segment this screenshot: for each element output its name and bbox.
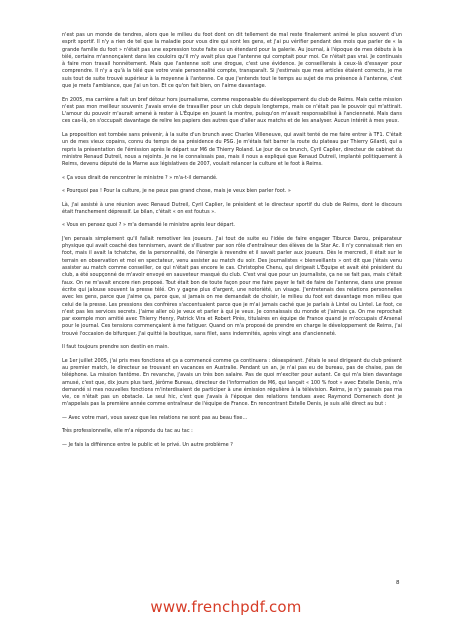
footer-website-link[interactable]: www.frenchpdf.com [150, 598, 302, 616]
paragraph: J'en pensais simplement qu'il fallait remotiver les joueurs. J'ai tout de suite eu l'idée de faire engager Tiburce Darou, préparateur physique qui avait coaché des tennismen, avant de s'illustrer par son rôle d'entraîneur des élèves de la Star Ac. Il n'y connaissait rien en foot, mais il avait la tchatche, de la personnalité, de l'énergie à revendre et il savait parler aux joueurs. Dès le mercredi, il était sur le terrain en observation et moi en spectateur, venu assister au match du soir. Des journalistes « bienveillants » ont dit que j'étais venu assister au match comme conseiller, ce qui n'était pas encore le cas. Christophe Chenu, qui dirigeait L'Équipe et avait été président du club, a été soupçonné de m'avoir envoyé en sauveteur masqué du club. C'est vrai que pour un journaliste, ça ne se fait pas, mais c'était faux. On ne m'avait encore rien proposé. Tout était bon de toute façon pour me faire payer le fait de faire de l'antenne, dans une presse écrite qui jalouse souvent la presse télé. On y gagne plus d'argent, une notoriété, un visage. J'entretenais des relations personnelles avec les gens, parce que j'aime ça, parce que, si jamais on me demandait de choisir, le milieu du foot est davantage mon milieu que celui de la presse. Les pressions des confrères s'accentuaient parce que je m'ai jamais caché que je parlais à Lintel ou Lintel. Le foot, ce n'est pas les services secrets. J'aime aller où je veux et parler à qui je veux. Je connaissais du monde et j'aimais ça. On me reprochait par exemple mon amitié avec Thierry Henry, Patrick Vira et Robert Pirès, titulaires en équipe de France quand je m'occupais d'Arsenal pour le journal. Ces tensions commençaient à me fatiguer. Quand on m'a proposé de prendre en charge le développement de Reims, j'ai trouvé l'occasion de bifurquer. J'ai quitté la boutique, sans filet, sans indemnités, après vingt ans d'ancienneté. [62, 235, 402, 337]
page-body [62, 32, 402, 455]
paragraph: « Pourquoi pas ! Pour la culture, je ne peux pas grand chose, mais je veux bien parler foot. » [62, 188, 291, 195]
paragraph: Il faut toujours prendre son destin en main. [62, 344, 170, 351]
paragraph: n'est pas un monde de tendres, alors que le milieu du foot dont on dit tellement de mal reste finalement animé le plus souvent d'un esprit sportif. Il n'y a rien de tel que la maladie pour vous dire qui sont les gens, et j'ai pu vérifier pendant des mois que parler de « la grande famille du foot » n'était pas une expression toute faite ou un étendard pour la galerie. Au journal, à l'époque de mes débuts à la télé, certains m'annonçaient dans les couloirs qu'il m'y avait plus que l'antenne qui comptait pour moi. Ce n'était pas vrai. Je continuais à faire mon travail honnêtement. Mais que l'antenne soit une drogue, c'est une évidence. Je conseillerais à ceux-là d'essayer pour comprendre. Il n'y a qu'à la télé que votre vraie personnalité compte, transparaît. Si j'estimais que mes articles étaient corrects, je me suis tout de suite trouvé supérieur à la moyenne à l'antenne. Ce que j'entends tout le temps au sujet de ma présence à l'antenne, c'est que je mets l'ambiance, que j'ai un ton. Et ce qu'on fait bien, on l'aime davantage. [62, 32, 402, 90]
paragraph: — Avec votre mari, vous savez que les relations ne sont pas au beau fixe… [62, 414, 248, 421]
paragraph: Le 1er juillet 2005, j'ai pris mes fonctions et ça a commencé comme ça continuera : désespérant. J'étais le seul dirigeant du club présent au premier match, le directeur se trouvant en vacances en Australie. Pendant un an, je n'ai pas eu de bureau, pas de chaise, pas de téléphone. La mission fantôme. En revanche, j'avais un très bon salaire. Pas de quoi m'exciter pour autant. Ce qui m'a bien davantage amusé, c'est que, dix jours plus tard, Jérôme Bureau, directeur de l'information de M6, qui lançait « 100 % foot » avec Estelle Denis, m'a demandé si mes nouvelles fonctions m'interdisaient de participer à une émission régulière à la télévision. Reims, je n'y passais pas ma vie, ce n'était pas un obstacle. Le seul hic, c'est que j'avais à l'époque des relations tendues avec Raymond Domenech dont je m'appelais pas la première année comme entraîneur de l'équipe de France. En rencontrant Estelle Denis, je suis allé direct au but : [62, 357, 402, 408]
paragraph: Là, j'ai assisté à une réunion avec Renaud Dutreil, Cyril Caplier, le président et le directeur sportif du club de Reims, dont le discours était franchement dépressif. Le bilan, c'était « on est foutus ». [62, 201, 402, 215]
page-number: 8 [396, 580, 400, 586]
paragraph: « Vous en pensez quoi ? » m'a demandé le ministre après leur départ. [62, 222, 236, 229]
paragraph: — Je fais la différence entre le public et le privé. Un autre problème ? [62, 441, 233, 448]
paragraph: En 2005, ma carrière a fait un bref détour hors journalisme, comme responsable du développement du club de Reims. Mais cette mission n'est pas mon meilleur souvenir. J'avais envie de travailler pour un club depuis longtemps, mais ce n'était pas le pouvoir qui m'attirait. L'amour du pouvoir m'aurait amené à rester à L'Équipe en jouant la montre, puisqu'on m'avait responsabilisé à l'ancienneté. Mais dans ces cas-là, on s'occupait davantage de relire les papiers des autres que d'aller aux matchs et de les analyser. Aucun intérêt à mes yeux. [62, 96, 402, 125]
paragraph: La proposition est tombée sans prévenir, à la suite d'un brunch avec Charles Villeneuve, qui avait tenté de me faire entrer à TF1. C'était un de mes vieux copains, connu du temps de sa présidence du PSG. Je m'étais fait barrer la route du plateau par Thierry Gilardi, qui a repris la présentation de l'émission après le départ sur M6 de Thierry Roland. Le jour de ce brunch, Cyril Caplier, directeur de cabinet du ministre Renaud Dutreil, nous a rejoints. Je ne le connaissais pas, mais il nous a expliqué que Renaud Dutreil, implanté politiquement à Reims, devenu député de la Marne aux législatives de 2007, voulait relancer la culture et le foot à Reims. [62, 131, 402, 168]
paragraph: « Ça vous dirait de rencontrer le ministre ? » m'a-t-il demandé. [62, 174, 218, 181]
paragraph: Très professionnelle, elle m'a répondu du tac au tac : [62, 428, 193, 435]
